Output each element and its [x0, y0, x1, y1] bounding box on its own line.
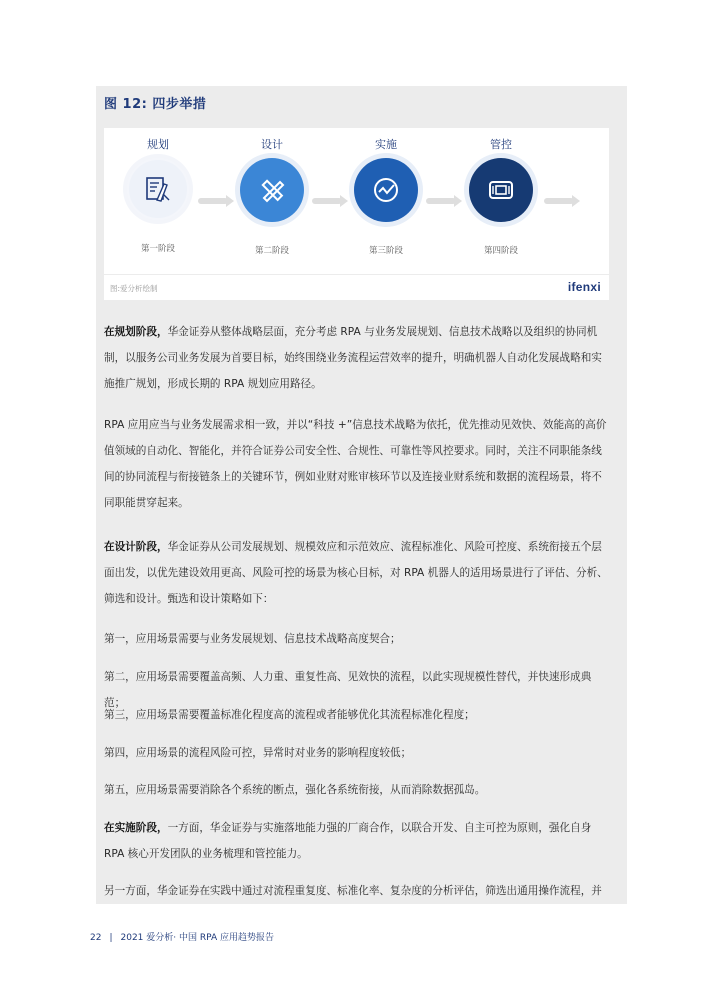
stage-sub: 第二阶段 [254, 246, 289, 256]
paragraph-text: 第二，应用场景需要覆盖高频、人力重、重复性高、见效快的流程，以此实现规模性替代，并快速形成典范； [104, 671, 592, 709]
paragraph-text: 华金证券从整体战略层面，充分考虑 RPA 与业务发展规划、信息技术战略以及组织的协同机制，以服务公司业务发展为首要目标，始终围绕业务流程运营效率的提升，明确机器人自动化发展战略和实施推广规划，形成长期的 RPA 规划应用路径。 [104, 326, 602, 390]
figure-title: 图 12: 四步举措 [104, 97, 207, 112]
arrow-2 [312, 198, 342, 204]
figure-box [104, 128, 609, 300]
stage-sub: 第三阶段 [368, 246, 403, 256]
figure-divider [104, 274, 609, 275]
paragraph-lead: 在实施阶段， [104, 822, 168, 834]
stage-label: 实施 [375, 138, 397, 151]
design-pencil-ruler-icon [240, 158, 304, 222]
paragraph-point-5 [104, 777, 610, 803]
paragraph-text: 第五，应用场景需要消除各个系统的断点，强化各系统衔接，从而消除数据孤岛。 [104, 784, 486, 796]
figure-source: 图:爱分析绘制 [110, 284, 158, 293]
page-number: 22 [90, 933, 102, 943]
paragraph-lead: 在设计阶段， [104, 541, 168, 553]
paragraph-text: 第三，应用场景需要覆盖标准化程度高的流程或者能够优化其流程标准化程度； [104, 709, 475, 721]
paragraph-point-4 [104, 740, 610, 766]
stage-design [232, 136, 312, 256]
arrow-4 [544, 198, 574, 204]
arrow-3 [426, 198, 456, 204]
paragraph-text: 第一，应用场景需要与业务发展规划、信息技术战略高度契合； [104, 633, 401, 645]
stage-label: 管控 [490, 138, 512, 151]
stage-implementation [346, 136, 426, 256]
paragraph-text: 一方面，华金证券与实施落地能力强的厂商合作，以联合开发、自主可控为原则，强化自身 RPA 核心开发团队的业务梳理和管控能力。 [104, 822, 592, 860]
paragraph-point-1 [104, 626, 610, 652]
paragraph-design [104, 534, 610, 612]
footer-separator: | [109, 933, 113, 943]
stage-label: 设计 [261, 138, 283, 151]
stage-control [461, 136, 541, 256]
control-chip-icon [469, 158, 533, 222]
paragraph-text: RPA 应用应当与业务发展需求相一致，并以“科技 +”信息技术战略为依托，优先推动见效快、效能高的高价值领域的自动化、智能化，并符合证券公司安全性、合规性、可靠性等风控要求。同时，关注不同职能条线间的协同流程与衔接链条上的关键环节，例如业财对账审核环节以及连接业财系统和数据的流程场景，将不同职能贯穿起来。 [104, 419, 607, 509]
ifenxi-logo: ifenxi [567, 280, 601, 294]
paragraph-text: 第四，应用场景的流程风险可控，异常时对业务的影响程度较低； [104, 747, 412, 759]
paragraph-implementation [104, 815, 610, 867]
paragraph-other-hand [104, 878, 610, 904]
stage-sub: 第一阶段 [140, 244, 175, 254]
paragraph-rpa-alignment [104, 412, 610, 516]
report-title: 2021 爱分析· 中国 RPA 应用趋势报告 [120, 933, 274, 943]
stage-sub: 第四阶段 [483, 246, 518, 256]
stage-planning [118, 136, 198, 254]
paragraph-planning [104, 319, 610, 397]
implementation-chart-icon [354, 158, 418, 222]
page-footer [90, 930, 274, 943]
paragraph-lead: 在规划阶段， [104, 326, 168, 338]
planning-pen-doc-icon [127, 158, 189, 220]
stage-label: 规划 [147, 138, 169, 151]
paragraph-text: 华金证券从公司发展规划、规模效应和示范效应、流程标准化、风险可控度、系统衔接五个层面出发，以优先建设效用更高、风险可控的场景为核心目标，对 RPA 机器人的适用场景进行了评估、分析、筛选和设计。甄选和设计策略如下： [104, 541, 608, 605]
paragraph-text: 另一方面，华金证券在实践中通过对流程重复度、标准化率、复杂度的分析评估，筛选出通用操作流程，并 [104, 885, 602, 897]
arrow-1 [198, 198, 228, 204]
paragraph-point-3 [104, 702, 610, 728]
